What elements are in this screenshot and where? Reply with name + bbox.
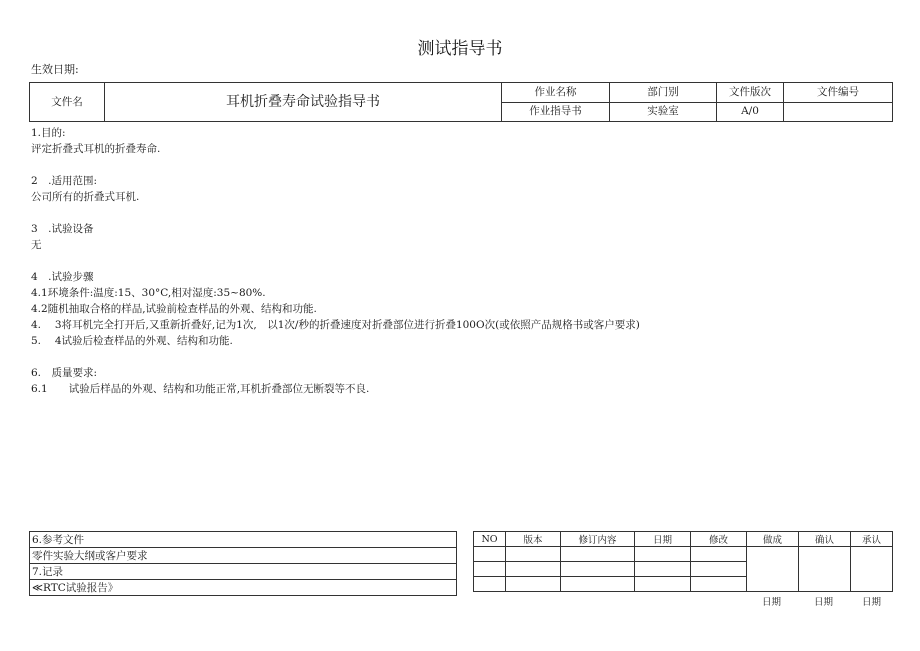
rev-header-no: NO: [474, 532, 506, 547]
rev-header-modify: 修改: [691, 532, 747, 547]
step-4-4: 5. 4试验后检查样品的外观、结构和功能.: [31, 335, 233, 347]
quality-6-1: 6.1 试验后样品的外观、结构和功能正常,耳机折叠部位无断裂等不良.: [31, 383, 370, 395]
made-signature-cell: [747, 547, 799, 592]
section-scope-title: 2 .适用范围:: [31, 175, 98, 187]
section-scope-text: 公司所有的折叠式耳机.: [31, 191, 140, 203]
references-table: [29, 531, 457, 596]
reference-item: 零件实验大纲或客户要求: [30, 548, 457, 564]
approve-date-label: 日期: [862, 597, 882, 608]
section-equipment-title: 3 .试验设备: [31, 223, 94, 235]
rev-header-confirm: 确认: [799, 532, 851, 547]
version-value: A/0: [717, 102, 784, 122]
rev-header-approve: 承认: [851, 532, 893, 547]
step-4-1: 4.1环境条件:温度:15、30°C,相对湿度:35~80%.: [31, 287, 266, 299]
doc-number-label: 文件编号: [784, 83, 893, 103]
work-name-value: 作业指导书: [502, 102, 610, 122]
rev-header-made: 做成: [747, 532, 799, 547]
document-body: [31, 125, 891, 397]
revision-table: [473, 531, 893, 592]
section-equipment-text: 无: [31, 239, 42, 251]
document-name: 耳机折叠寿命试验指导书: [105, 83, 502, 122]
confirm-date-label: 日期: [814, 597, 834, 608]
rev-header-version: 版本: [506, 532, 561, 547]
section-purpose-text: 评定折叠式耳机的折叠寿命.: [31, 143, 161, 155]
work-name-label: 作业名称: [502, 83, 610, 103]
rev-header-date: 日期: [635, 532, 691, 547]
table-row: [474, 547, 893, 562]
file-name-label: 文件名: [30, 83, 105, 122]
department-label: 部门别: [610, 83, 717, 103]
confirm-signature-cell: [799, 547, 851, 592]
record-title: 7.记录: [30, 564, 457, 580]
rev-header-content: 修订内容: [561, 532, 635, 547]
effective-date-label: 生效日期:: [31, 63, 79, 76]
made-date-label: 日期: [762, 597, 782, 608]
step-4-2: 4.2随机抽取合格的样品,试验前检查样品的外观、结构和功能.: [31, 303, 317, 315]
record-item: ≪RTC试验报告》: [30, 580, 457, 596]
header-table: [29, 82, 893, 122]
approve-signature-cell: [851, 547, 893, 592]
section-steps-title: 4 .试验步骤: [31, 271, 94, 283]
reference-title: 6.参考文件: [30, 532, 457, 548]
doc-number-value: [784, 102, 893, 122]
step-4-3: 4. 3将耳机完全打开后,又重新折叠好,记为1次, 以1次/秒的折叠速度对折叠部位进行折叠100O次(或依照产品规格书或客户要求): [31, 319, 640, 331]
version-label: 文件版次: [717, 83, 784, 103]
document-title: 测试指导书: [417, 39, 503, 59]
department-value: 实验室: [610, 102, 717, 122]
section-quality-title: 6. 质量要求:: [31, 367, 98, 379]
section-purpose-title: 1.目的:: [31, 127, 66, 139]
